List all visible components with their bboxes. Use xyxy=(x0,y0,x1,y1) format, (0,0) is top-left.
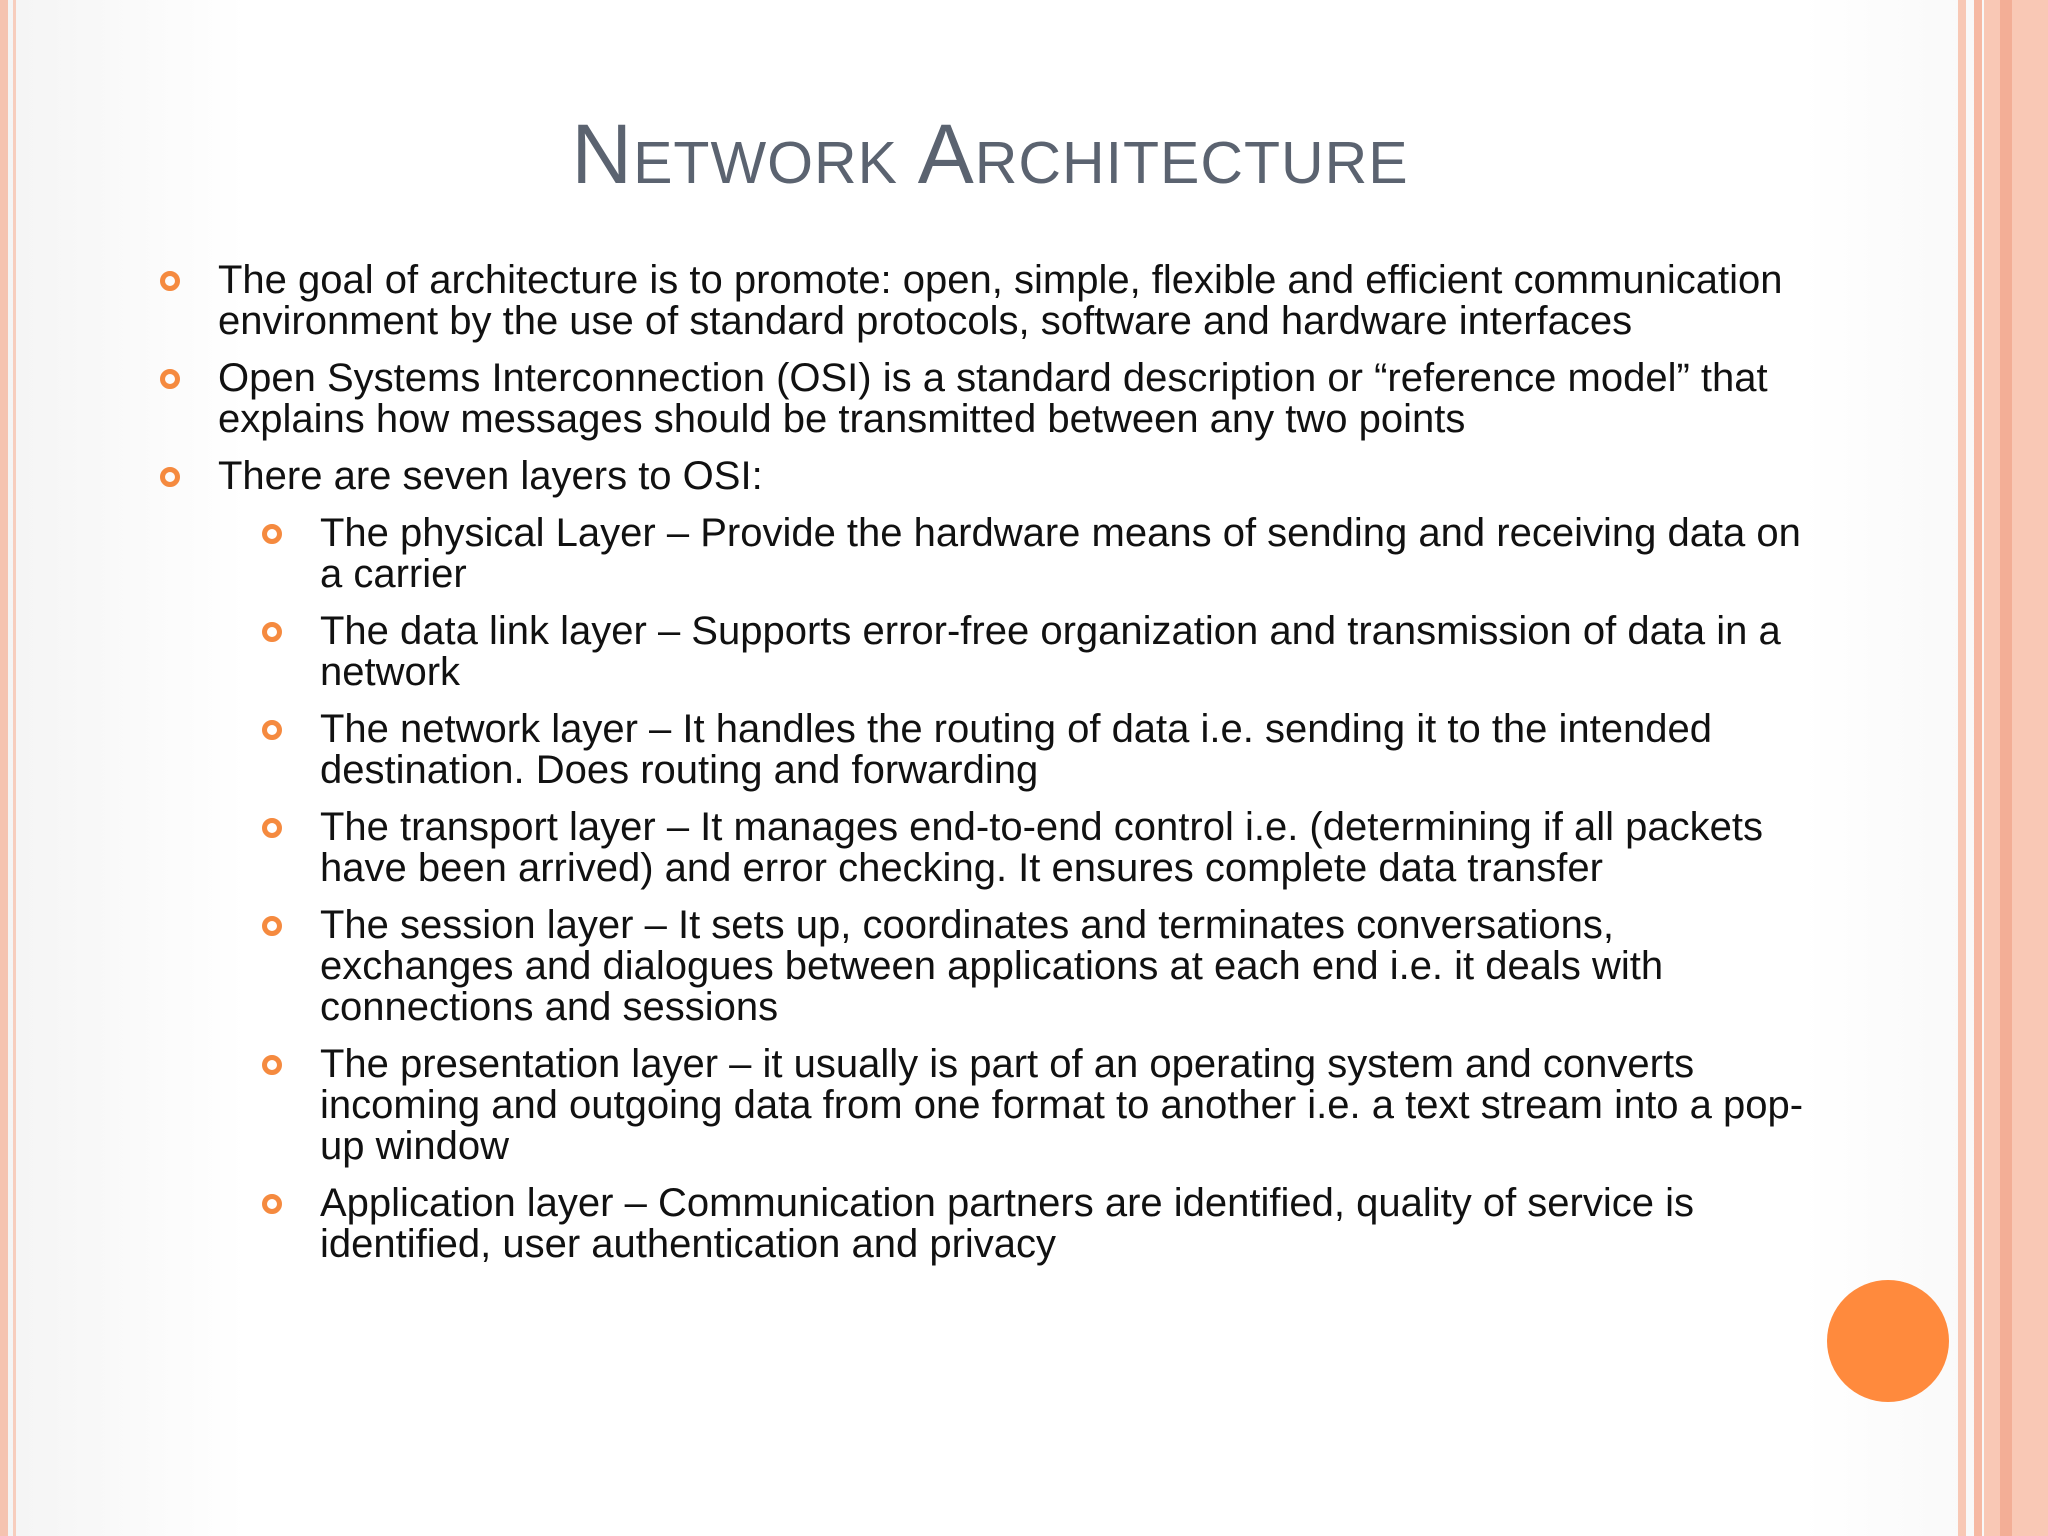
bullet-list xyxy=(150,260,1810,1281)
right-border-stripe xyxy=(1958,0,1966,1536)
slide-title: Network Architecture xyxy=(571,107,1409,201)
bullet-text: Application layer – Communication partners are identified, quality of service is identified, user authentication and privacy xyxy=(320,1181,1695,1266)
sub-bullet-item xyxy=(252,709,1810,791)
bullet-item xyxy=(150,260,1810,342)
right-border-stripe xyxy=(2000,0,2012,1536)
bullet-item xyxy=(150,456,1810,497)
bullet-circle-icon xyxy=(262,1194,282,1214)
bullet-text: The presentation layer – it usually is part of an operating system and converts incoming and outgoing data from one format to another i.e. a text stream into a pop-up window xyxy=(320,1042,1804,1168)
bullet-text: The data link layer – Supports error-free organization and transmission of data in a network xyxy=(320,609,1781,694)
bullet-text: There are seven layers to OSI: xyxy=(218,454,763,498)
bullet-circle-icon xyxy=(262,622,282,642)
bullet-text: The session layer – It sets up, coordinates and terminates conversations, exchanges and dialogues between applications at each end i.e. it deals with connections and sessions xyxy=(320,903,1664,1029)
sub-bullet-item xyxy=(252,1183,1810,1265)
bullet-circle-icon xyxy=(262,1055,282,1075)
bullet-text: The network layer – It handles the routing of data i.e. sending it to the intended destination. Does routing and forwarding xyxy=(320,707,1713,792)
sub-bullet-item xyxy=(252,611,1810,693)
bullet-circle-icon xyxy=(262,818,282,838)
bullet-circle-icon xyxy=(262,524,282,544)
sub-bullet-item xyxy=(252,1044,1810,1167)
left-border-stripe-thin xyxy=(13,0,16,1536)
right-border-band xyxy=(1984,0,2048,1536)
bullet-circle-icon xyxy=(262,720,282,740)
bullet-text: Open Systems Interconnection (OSI) is a standard description or “reference model” that explains how messages should be transmitted between any two points xyxy=(218,356,1768,441)
bullet-text: The goal of architecture is to promote: open, simple, flexible and efficient communication environment by the use of standard protocols, software and hardware interfaces xyxy=(218,258,1783,343)
bullet-circle-icon xyxy=(160,271,180,291)
bullet-item xyxy=(150,358,1810,440)
decorative-circle xyxy=(1827,1280,1949,1402)
sub-bullet-item xyxy=(252,905,1810,1028)
bullet-text: The physical Layer – Provide the hardware means of sending and receiving data on a carrier xyxy=(320,511,1801,596)
bullet-circle-icon xyxy=(160,369,180,389)
sub-bullet-item xyxy=(252,513,1810,595)
bullet-circle-icon xyxy=(160,467,180,487)
left-border-stripe xyxy=(0,0,8,1536)
sub-bullet-item xyxy=(252,807,1810,889)
bullet-text: The transport layer – It manages end-to-end control i.e. (determining if all packets have been arrived) and error checking. It ensures complete data transfer xyxy=(320,805,1763,890)
bullet-circle-icon xyxy=(262,916,282,936)
right-border-stripe xyxy=(1974,0,1982,1536)
